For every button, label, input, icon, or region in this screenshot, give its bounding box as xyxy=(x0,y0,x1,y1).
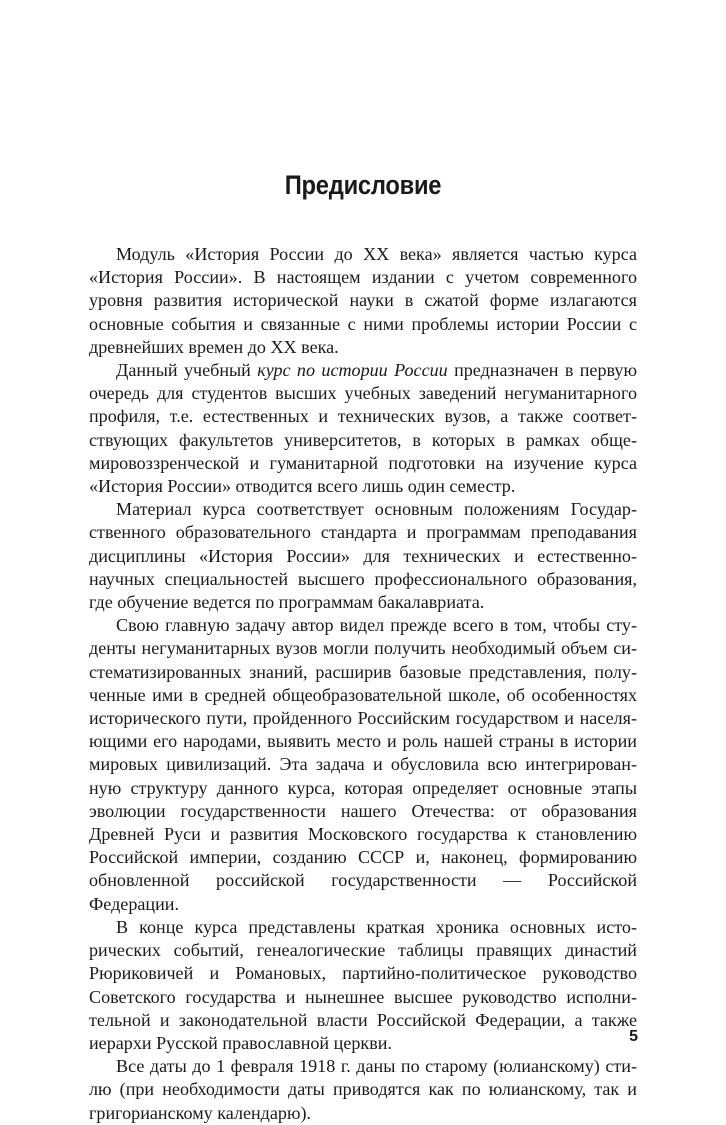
paragraph-2-end: предназначен в первую очередь для студентов высших учебных заведений негуманитарного профиля, т.е. естественных и технических вузов, а также соответствующих факультетов университетов, в которых в рамках общемировоззренческой и гуманитарной подготовки на изучение курса «История России» отводится всего лишь один семестр. xyxy=(89,360,637,497)
paragraph-2-start: Данный учебный xyxy=(116,360,258,381)
paragraph-3: Материал курса соответствует основным положениям Государственного образовательного стандарта и программам преподавания дисциплины «История России» для технических и естественнонаучных специальностей высшего профессионального образования, где обучение ведется по программам бакалавриата. xyxy=(89,499,637,613)
preface-body xyxy=(89,243,637,1125)
paragraph-5: В конце курса представлены краткая хроника основных исторических событий, генеалогические таблицы правящих династий Рюриковичей и Романовых, партийно-политическое руководство Советского государства и нынешнее высшее руководство исполнительной и законодательной власти Российской Федерации, а также иерархи Русской православной церкви. xyxy=(89,916,637,1053)
paragraph-2 xyxy=(89,359,637,498)
paragraph-4: Свою главную задачу автор видел прежде всего в том, чтобы студенты негуманитарных вузов могли получить необходимый объем систематизированных знаний, расширив базовые представления, полученные ими в средней общеобразовательной школе, об особенностях исторического пути, пройденного Российским государством и населяющими его народами, выявить место и роль нашей страны в истории мировых цивилизаций. Эта задача и обусловила всю интегрированную структуру данного курса, которая определяет основные этапы эволюции государственности нашего Отечества: от образования Древней Руси и развития Московского государства к становлению Российской империи, созданию СССР и, наконец, формированию обновленной российской государственности — Российской Федерации. xyxy=(89,615,637,914)
page-title: Предисловие xyxy=(284,170,442,200)
paragraph-6: Все даты до 1 февраля 1918 г. даны по старому (юлианскому) стилю (при необходимости даты приводятся как по юлианскому, так и григорианскому календарю). xyxy=(89,1056,637,1123)
paragraph-1: Модуль «История России до XX века» является частью курса «История России». В настоящем издании с учетом современного уровня развития исторической науки в сжатой форме излагаются основные события и связанные с ними проблемы истории России с древнейших времен до XX века. xyxy=(89,244,637,357)
page-number: 5 xyxy=(629,1028,638,1045)
paragraph-2-emphasis: курс по истории России xyxy=(257,360,448,381)
